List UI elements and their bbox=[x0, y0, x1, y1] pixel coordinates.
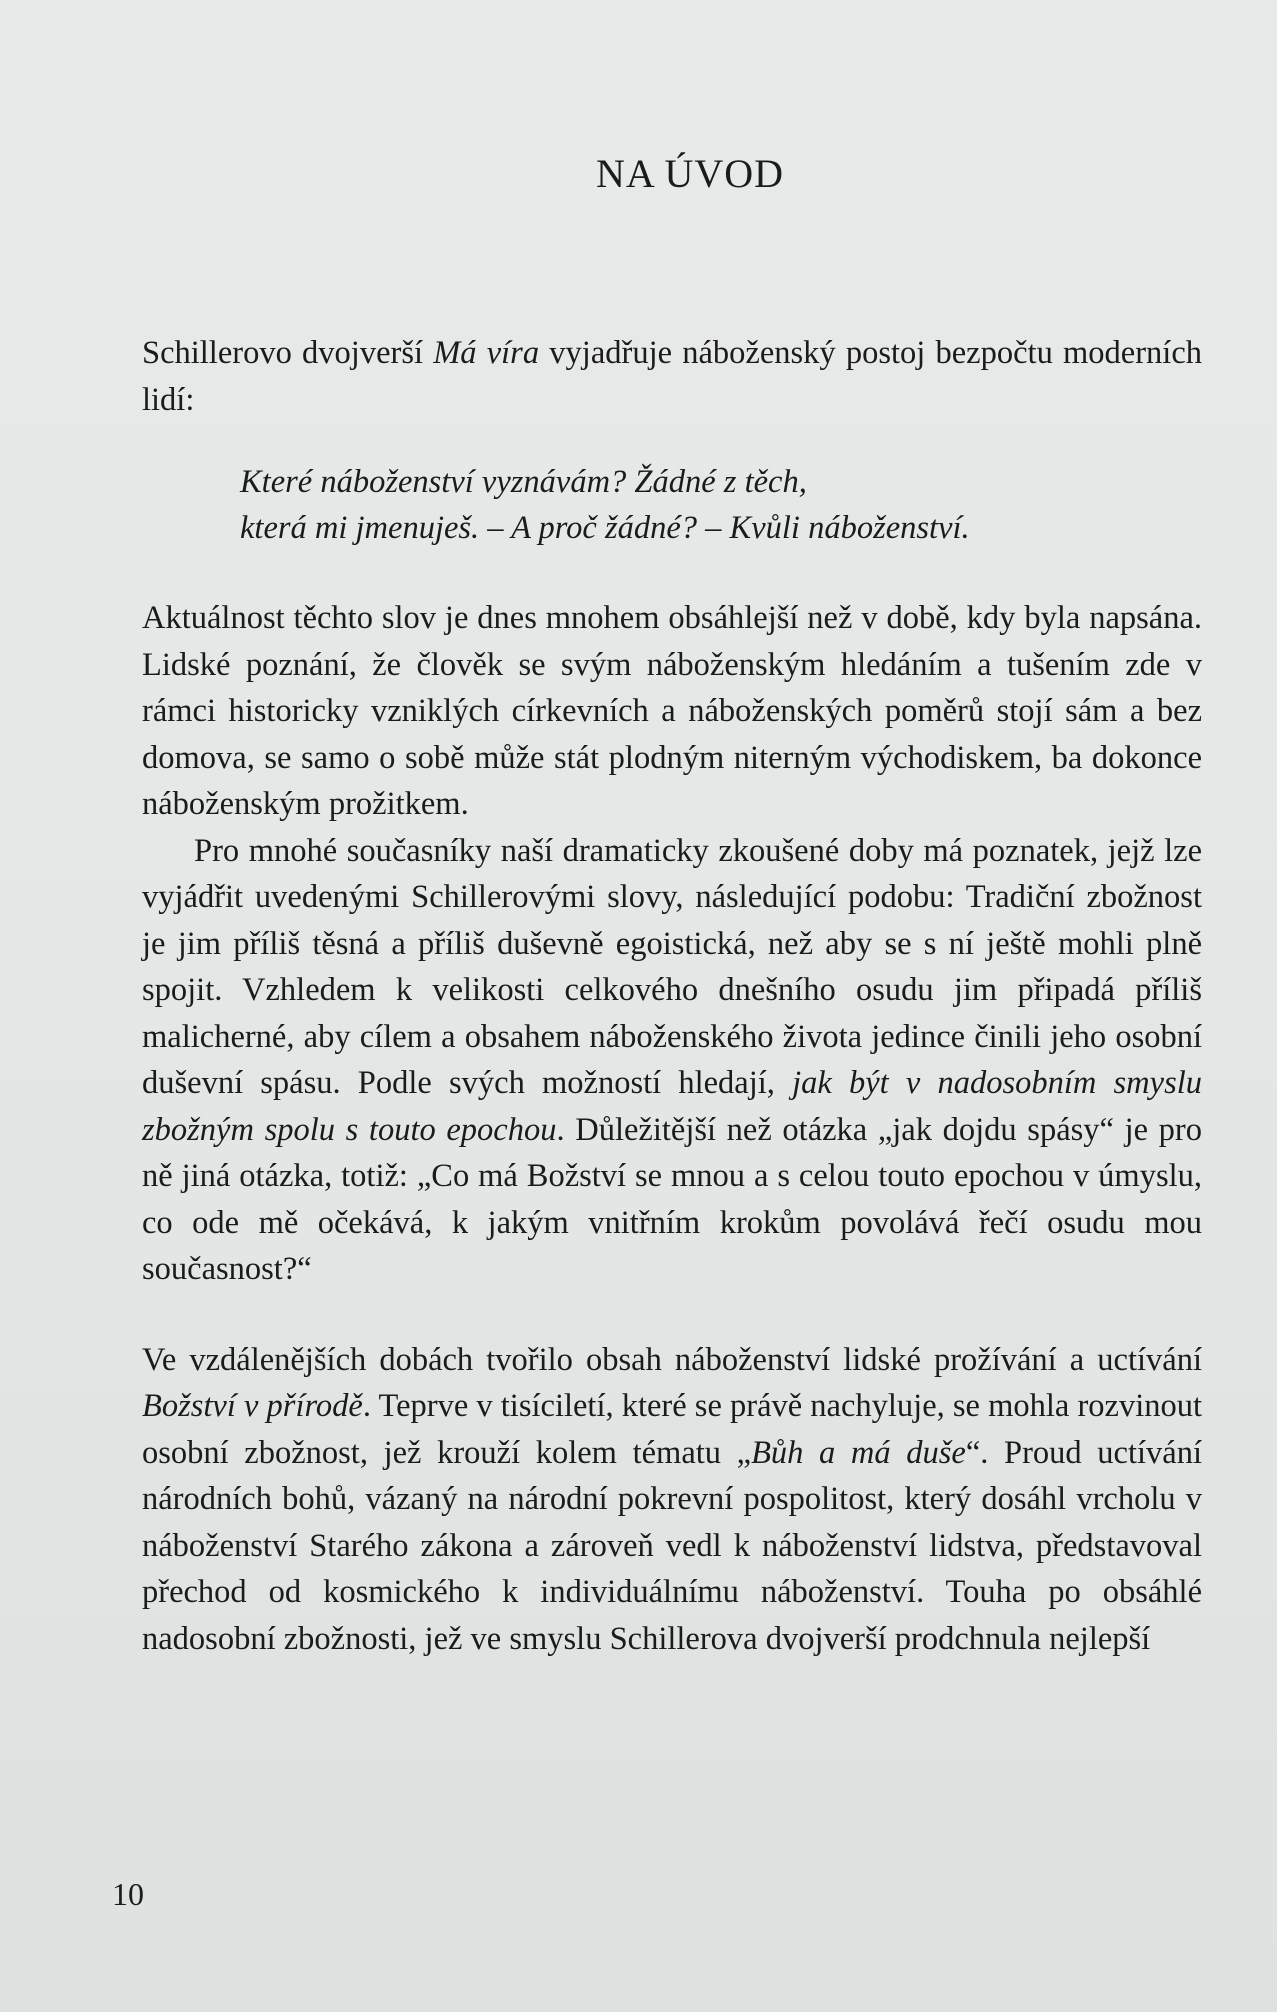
section-gap bbox=[142, 1293, 1202, 1337]
paragraph-4-text-3: “. Proud uctívání národních bohů, vázaný na národní pokrevní pospolitost, který dosáhl vrcholu v náboženství Starého zákona a zároveň vedl k náboženství lidstva, představoval přechod od kosmického k individuálnímu náboženství. Touha po obsáhlé nadosobní zbožnosti, jež ve smyslu Schillerova dvojverší prodchnula nejlepší bbox=[142, 1434, 1202, 1657]
paragraph-4-text-2: . Teprve v tisíciletí, které se právě nachyluje, se mohla rozvinout osobní zbožnost, jež krouží kolem tématu „ bbox=[142, 1388, 1203, 1471]
poem-title: Má víra bbox=[433, 335, 540, 371]
paragraph-2: Aktuálnost těchto slov je dnes mnohem obsáhlejší než v době, kdy byla napsána. Lidské poznání, že člověk se svým náboženským hledáním a tušením zde v rámci historicky vzniklých církevních a náboženských poměrů stojí sám a bez domova, se samo o sobě může stát plodným niterným východiskem, ba dokonce náboženským prožitkem. bbox=[142, 600, 1202, 822]
paragraph-4-text-1: Ve vzdálenějších dobách tvořilo obsah náboženství lidské prožívání a uctívání bbox=[142, 1341, 1202, 1378]
poem-line-1: Které náboženství vyznávám? Žádné z těch, bbox=[240, 464, 807, 500]
paragraph-4-emphasis-2: Bůh a má duše bbox=[751, 1434, 966, 1471]
paragraph-4 bbox=[142, 1337, 1202, 1663]
paragraph-3-emphasis: jak být v nadosobním smyslu zbožným spolu s touto epochou bbox=[142, 1065, 1203, 1148]
paragraph-4-emphasis-1: Božství v přírodě bbox=[142, 1388, 363, 1424]
paragraph-intro bbox=[142, 330, 1202, 423]
chapter-title: NA ÚVOD bbox=[595, 151, 785, 196]
paragraph-3-text-1: Pro mnohé současníky naší dramaticky zkoušené doby má poznatek, jejž lze vyjádřit uvedenými Schillerovými slovy, následující podobu: Tradiční zbožnost je jim příliš těsná a příliš duševně egoistická, než aby se s ní ještě mohli plně spojit. Vzhledem k velikosti celkového dnešního osudu jim připadá příliš malicherné, aby cílem a obsahem náboženského života jedince činili jeho osobní duševní spásu. Podle svých možností hledají, bbox=[142, 832, 1202, 1101]
paragraph-intro-text-2: vyjadřuje náboženský postoj bezpočtu moderních lidí: bbox=[142, 335, 1202, 418]
paragraph-3 bbox=[142, 828, 1202, 1293]
poem-quote bbox=[240, 459, 1202, 551]
paragraph-3-text-2: . Důležitější než otázka „jak dojdu spásy“ je pro ně jiná otázka, totiž: „Co má Božství se mnou a s celou touto epochou v úmyslu, co ode mě očekává, k jakým vnitřním krokům povolává řečí osudu mou současnost?“ bbox=[142, 1111, 1202, 1287]
poem-line-2: která mi jmenuješ. – A proč žádné? – Kvůli náboženství. bbox=[240, 510, 970, 546]
page-number: 10 bbox=[112, 1876, 144, 1912]
paragraph-intro-text-1: Schillerovo dvojverší bbox=[142, 335, 434, 371]
page-content bbox=[142, 150, 1202, 1662]
